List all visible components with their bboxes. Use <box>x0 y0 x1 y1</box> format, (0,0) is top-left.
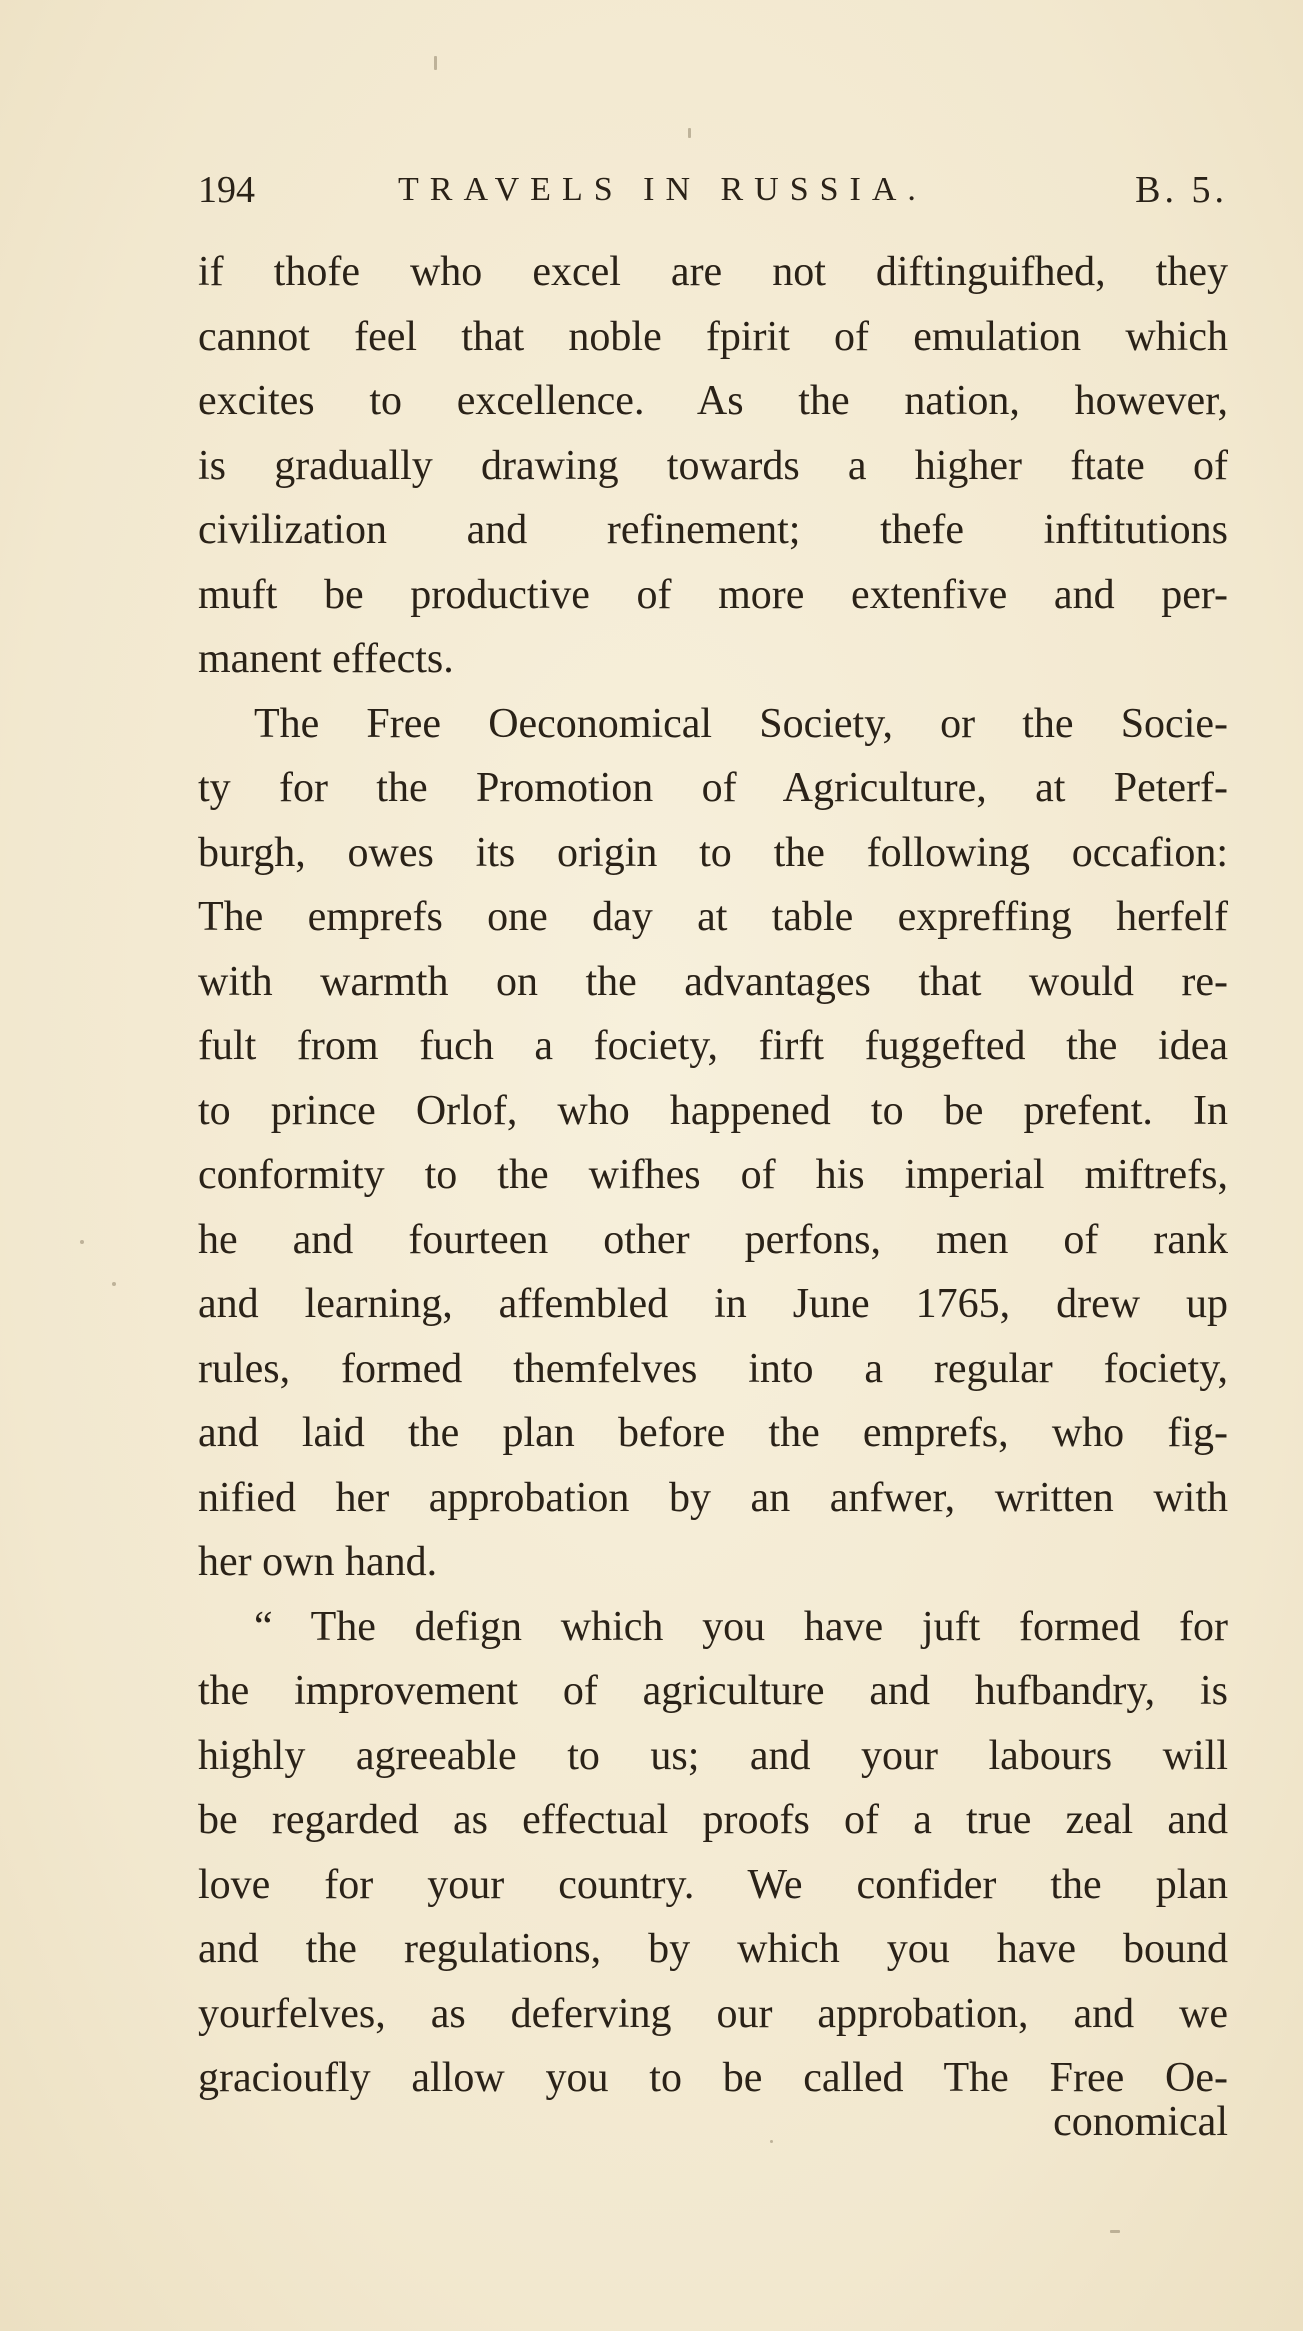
paper-speck <box>112 1282 116 1286</box>
text-line: yourfelves, as deferving our approbation, and we <box>198 1990 1228 2037</box>
text-line: her own hand. <box>198 1539 438 1585</box>
text-line: and learning, affembled in June 1765, drew up <box>198 1281 1228 1327</box>
body-text <box>198 240 1228 2111</box>
text-line: with warmth on the advantages that would re- <box>198 958 1228 1005</box>
text-line: be regarded as effectual proofs of a true zeal and <box>198 1797 1228 1843</box>
text-line: The Free Oeconomical Society, or the Socie- <box>254 700 1228 747</box>
text-line: rules, formed themfelves into a regular fociety, <box>198 1345 1228 1392</box>
text-line: gracioufly allow you to be called The Free Oe- <box>198 2055 1228 2101</box>
paper-speck <box>434 56 437 70</box>
text-line: nified her approbation by an anfwer, written with <box>198 1474 1228 1521</box>
text-line: to prince Orlof, who happened to be prefent. In <box>198 1087 1228 1134</box>
paper-speck <box>770 2140 773 2143</box>
paper-speck <box>688 128 691 138</box>
text-line: and laid the plan before the emprefs, who fig- <box>198 1410 1228 1456</box>
text-line: ty for the Promotion of Agriculture, at Peterf- <box>198 765 1228 811</box>
text-line: he and fourteen other perfons, men of rank <box>198 1216 1228 1263</box>
text-line: manent effects. <box>198 636 454 682</box>
running-title: TRAVELS IN RUSSIA. <box>398 171 927 208</box>
paper-speck <box>1110 2230 1120 2233</box>
text-line: civilization and refinement; thefe inftitutions <box>198 507 1228 553</box>
text-line: cannot feel that noble fpirit of emulation which <box>198 313 1228 360</box>
text-line: and the regulations, by which you have bound <box>198 1926 1228 1972</box>
text-line: excites to excellence. As the nation, however, <box>198 378 1228 424</box>
text-line: love for your country. We confider the plan <box>198 1861 1228 1908</box>
book-number: B. 5. <box>1135 169 1228 211</box>
text-line: is gradually drawing towards a higher ftate of <box>198 442 1228 489</box>
paper-speck <box>80 1240 84 1244</box>
text-line: conformity to the wifhes of his imperial miftrefs, <box>198 1152 1228 1198</box>
running-head <box>198 165 1228 215</box>
text-line: burgh, owes its origin to the following occafion: <box>198 829 1228 876</box>
text-line: muft be productive of more extenfive and per- <box>198 571 1228 618</box>
page-number: 194 <box>198 169 255 211</box>
text-line: the improvement of agriculture and hufbandry, is <box>198 1668 1228 1714</box>
text-line: if thofe who excel are not diftinguifhed, they <box>198 249 1228 295</box>
text-line: The emprefs one day at table expreffing herfelf <box>198 894 1228 940</box>
catchword: conomical <box>1053 2099 1228 2145</box>
text-line: highly agreeable to us; and your labours will <box>198 1732 1228 1779</box>
text-line: fult from fuch a fociety, firft fuggefted the idea <box>198 1023 1228 1069</box>
text-line: “ The defign which you have juft formed for <box>254 1603 1228 1650</box>
